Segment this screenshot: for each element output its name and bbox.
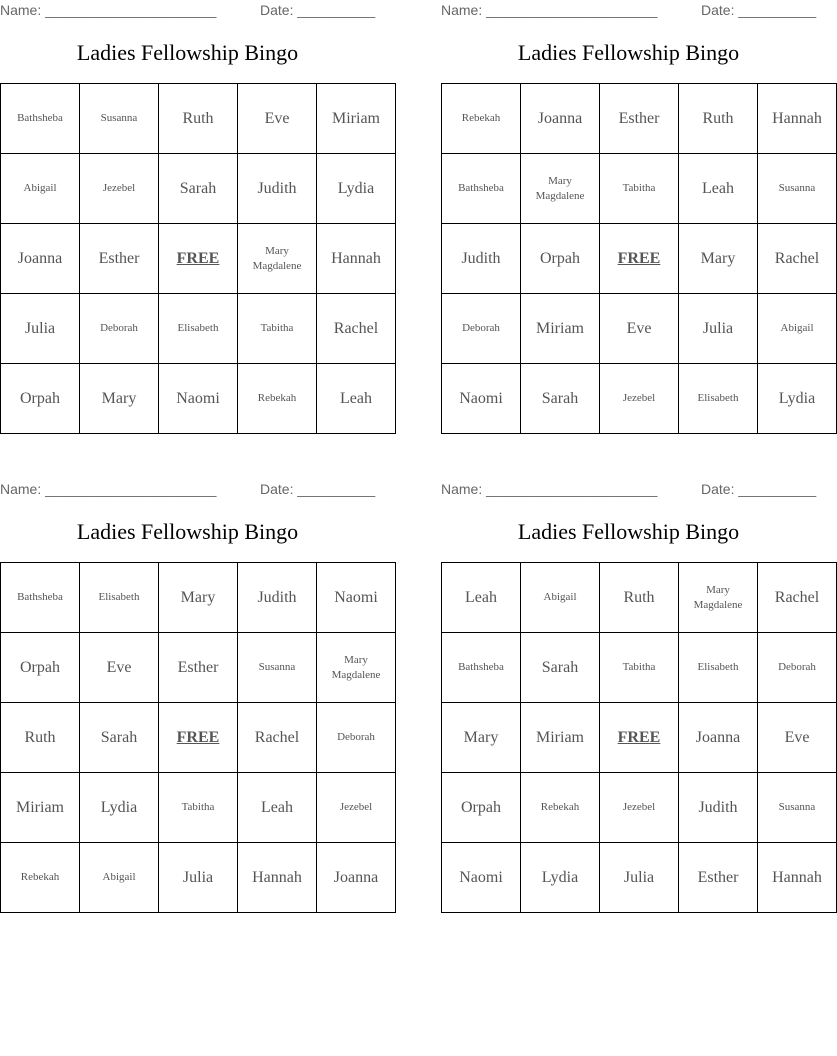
bingo-cell: Deborah [442, 294, 521, 364]
bingo-card-2 [441, 0, 822, 440]
bingo-cell: Naomi [317, 563, 396, 633]
bingo-row [442, 563, 837, 633]
free-space: FREE [600, 703, 679, 773]
bingo-row [1, 773, 396, 843]
bingo-cell: Lydia [317, 154, 396, 224]
bingo-cell: Deborah [80, 294, 159, 364]
bingo-cell: Miriam [521, 294, 600, 364]
bingo-cell: Naomi [442, 364, 521, 434]
bingo-cell: Eve [758, 703, 837, 773]
bingo-cell: Julia [600, 843, 679, 913]
free-space: FREE [159, 224, 238, 294]
bingo-cell: Deborah [758, 633, 837, 703]
bingo-cell: Elisabeth [679, 633, 758, 703]
bingo-cell: Rebekah [442, 84, 521, 154]
bingo-cell: Mary Magdalene [521, 154, 600, 224]
name-field-label: Name: ______________________ [0, 481, 217, 497]
bingo-cell: Sarah [521, 364, 600, 434]
bingo-cell: Susanna [238, 633, 317, 703]
card-header [441, 481, 816, 499]
bingo-cell: Susanna [758, 154, 837, 224]
bingo-cell: Tabitha [600, 154, 679, 224]
bingo-grid [0, 562, 396, 913]
bingo-row [1, 364, 396, 434]
bingo-row [442, 703, 837, 773]
bingo-card-3 [0, 479, 381, 919]
name-field-label: Name: ______________________ [0, 2, 217, 18]
card-title: Ladies Fellowship Bingo [517, 519, 740, 544]
bingo-cell: Orpah [1, 364, 80, 434]
bingo-row [442, 224, 837, 294]
bingo-cell: Judith [442, 224, 521, 294]
card-title: Ladies Fellowship Bingo [76, 519, 299, 544]
bingo-cell: Mary [80, 364, 159, 434]
bingo-cell: Lydia [521, 843, 600, 913]
bingo-cell: Eve [600, 294, 679, 364]
bingo-row [1, 84, 396, 154]
name-field-label: Name: ______________________ [441, 481, 658, 497]
bingo-row [1, 294, 396, 364]
bingo-cell: Abigail [1, 154, 80, 224]
bingo-cell: Esther [80, 224, 159, 294]
bingo-cell: Rachel [317, 294, 396, 364]
bingo-cell: Naomi [442, 843, 521, 913]
bingo-cell: Judith [238, 563, 317, 633]
bingo-row [1, 224, 396, 294]
bingo-row [1, 563, 396, 633]
bingo-cell: Joanna [679, 703, 758, 773]
bingo-cell: Ruth [159, 84, 238, 154]
card-header [0, 2, 375, 20]
bingo-cell: Leah [317, 364, 396, 434]
bingo-card-4 [441, 479, 822, 919]
bingo-cell: Hannah [758, 84, 837, 154]
bingo-cell: Bathsheba [1, 84, 80, 154]
card-title: Ladies Fellowship Bingo [76, 40, 299, 65]
bingo-cell: Sarah [80, 703, 159, 773]
bingo-cell: Jezebel [80, 154, 159, 224]
bingo-row [442, 633, 837, 703]
bingo-cell: Rachel [758, 224, 837, 294]
bingo-cell: Abigail [521, 563, 600, 633]
bingo-grid [441, 562, 837, 913]
bingo-row [442, 294, 837, 364]
bingo-cell: Rachel [758, 563, 837, 633]
bingo-cell: Jezebel [600, 773, 679, 843]
bingo-cell: Bathsheba [442, 154, 521, 224]
bingo-cell: Leah [442, 563, 521, 633]
bingo-cell: Sarah [521, 633, 600, 703]
date-field-label: Date: __________ [260, 481, 376, 497]
bingo-cell: Hannah [317, 224, 396, 294]
bingo-cell: Bathsheba [1, 563, 80, 633]
bingo-cell: Orpah [1, 633, 80, 703]
bingo-cell: Orpah [442, 773, 521, 843]
bingo-cell: Joanna [521, 84, 600, 154]
bingo-row [442, 773, 837, 843]
bingo-cell: Deborah [317, 703, 396, 773]
bingo-cell: Rebekah [1, 843, 80, 913]
bingo-cell: Miriam [1, 773, 80, 843]
bingo-row [1, 154, 396, 224]
bingo-cell: Lydia [80, 773, 159, 843]
bingo-cell: Ruth [600, 563, 679, 633]
bingo-row [1, 703, 396, 773]
bingo-cell: Leah [679, 154, 758, 224]
bingo-cell: Elisabeth [80, 563, 159, 633]
bingo-cell: Lydia [758, 364, 837, 434]
bingo-cell: Julia [1, 294, 80, 364]
bingo-cell: Joanna [1, 224, 80, 294]
bingo-cell: Esther [600, 84, 679, 154]
bingo-cell: Mary Magdalene [238, 224, 317, 294]
bingo-cell: Mary [679, 224, 758, 294]
bingo-row [442, 364, 837, 434]
bingo-cell: Eve [80, 633, 159, 703]
bingo-cell: Elisabeth [679, 364, 758, 434]
bingo-cell: Tabitha [600, 633, 679, 703]
bingo-row [442, 84, 837, 154]
bingo-cell: Jezebel [600, 364, 679, 434]
bingo-cell: Julia [159, 843, 238, 913]
bingo-cell: Tabitha [159, 773, 238, 843]
date-field-label: Date: __________ [701, 2, 817, 18]
bingo-cell: Sarah [159, 154, 238, 224]
bingo-cell: Eve [238, 84, 317, 154]
bingo-cell: Joanna [317, 843, 396, 913]
bingo-cell: Hannah [758, 843, 837, 913]
bingo-cell: Orpah [521, 224, 600, 294]
bingo-row [1, 843, 396, 913]
bingo-cell: Ruth [1, 703, 80, 773]
bingo-grid [441, 83, 837, 434]
bingo-cell: Abigail [80, 843, 159, 913]
bingo-cell: Bathsheba [442, 633, 521, 703]
name-field-label: Name: ______________________ [441, 2, 658, 18]
bingo-cell: Susanna [758, 773, 837, 843]
bingo-row [1, 633, 396, 703]
bingo-cell: Naomi [159, 364, 238, 434]
bingo-cell: Esther [679, 843, 758, 913]
card-header [0, 481, 375, 499]
bingo-cell: Leah [238, 773, 317, 843]
card-header [441, 2, 816, 20]
bingo-cell: Mary Magdalene [317, 633, 396, 703]
free-space: FREE [600, 224, 679, 294]
bingo-cell: Hannah [238, 843, 317, 913]
bingo-cell: Judith [238, 154, 317, 224]
bingo-cell: Mary Magdalene [679, 563, 758, 633]
bingo-cell: Elisabeth [159, 294, 238, 364]
bingo-cell: Mary [442, 703, 521, 773]
card-title: Ladies Fellowship Bingo [517, 40, 740, 65]
bingo-cell: Mary [159, 563, 238, 633]
bingo-row [442, 843, 837, 913]
bingo-grid [0, 83, 396, 434]
bingo-cell: Miriam [317, 84, 396, 154]
bingo-cell: Abigail [758, 294, 837, 364]
bingo-cell: Judith [679, 773, 758, 843]
bingo-cell: Esther [159, 633, 238, 703]
bingo-cell: Ruth [679, 84, 758, 154]
bingo-cell: Jezebel [317, 773, 396, 843]
bingo-card-1 [0, 0, 381, 440]
bingo-cell: Rachel [238, 703, 317, 773]
bingo-cell: Rebekah [521, 773, 600, 843]
free-space: FREE [159, 703, 238, 773]
bingo-cell: Miriam [521, 703, 600, 773]
bingo-cell: Tabitha [238, 294, 317, 364]
date-field-label: Date: __________ [701, 481, 817, 497]
bingo-cell: Julia [679, 294, 758, 364]
bingo-row [442, 154, 837, 224]
date-field-label: Date: __________ [260, 2, 376, 18]
bingo-cell: Susanna [80, 84, 159, 154]
bingo-cell: Rebekah [238, 364, 317, 434]
